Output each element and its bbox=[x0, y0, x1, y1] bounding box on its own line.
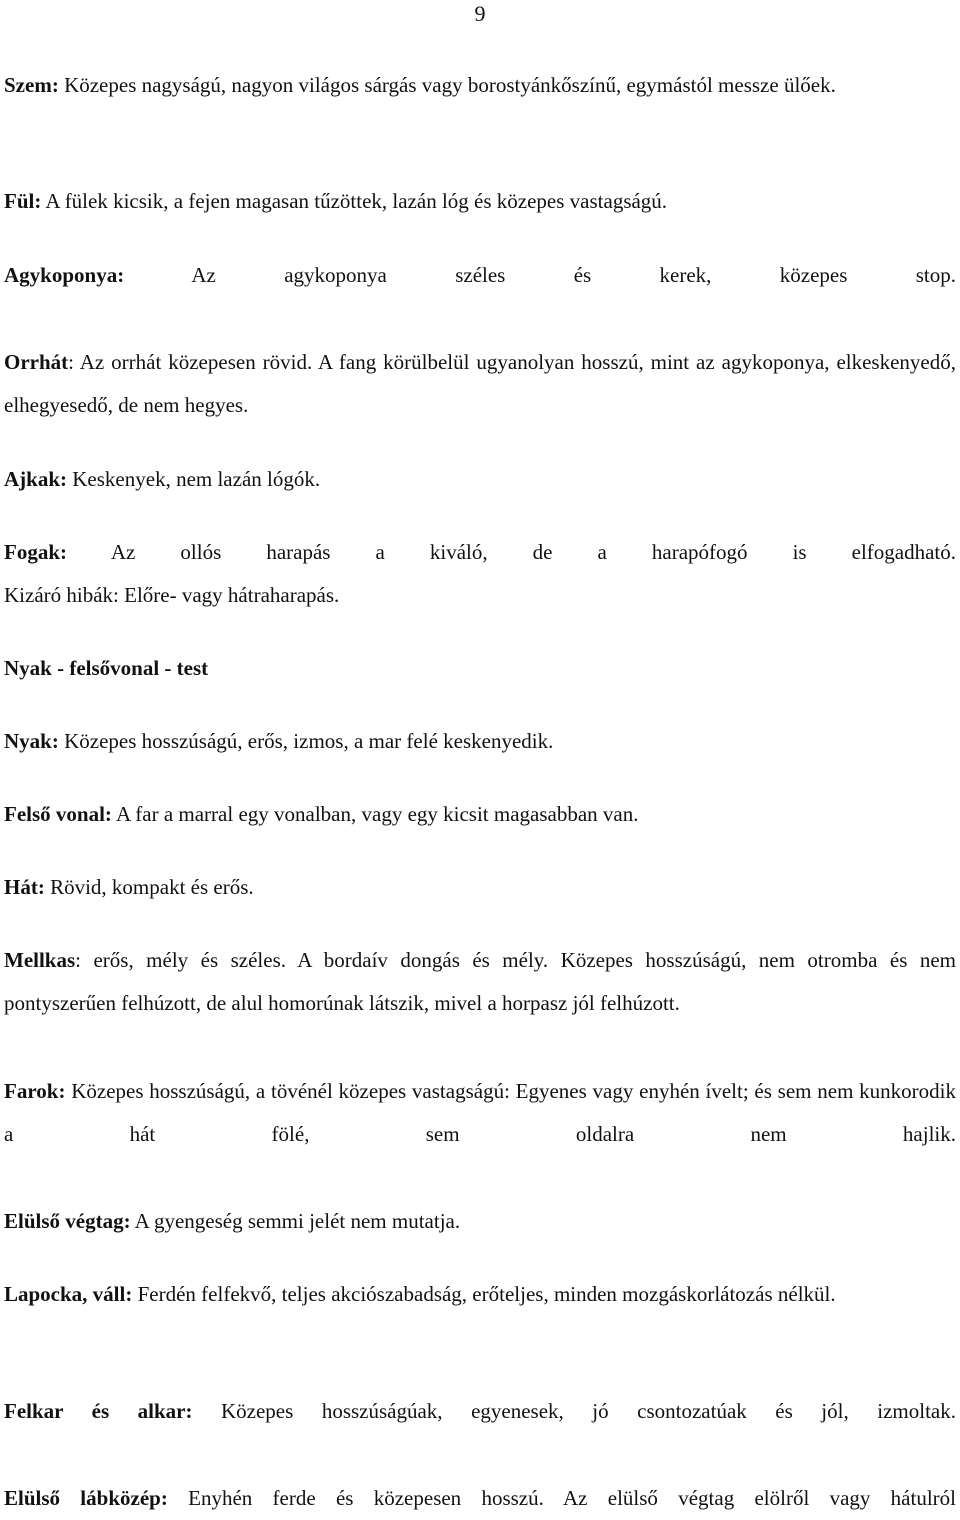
label-nyak: Nyak: bbox=[4, 729, 59, 753]
text-lapocka-vall: Ferdén felfekvő, teljes akciószabadság, erőteljes, minden mozgáskorlátozás nélkül. bbox=[132, 1282, 836, 1306]
paragraph-felso-vonal bbox=[4, 793, 956, 836]
text-nyak: Közepes hosszúságú, erős, izmos, a mar felé keskenyedik. bbox=[58, 729, 554, 753]
paragraph-hat bbox=[4, 866, 956, 909]
text-ful: A fülek kicsik, a fejen magasan tűzöttek, lazán lóg és közepes vastagságú. bbox=[41, 189, 668, 213]
section-heading: Nyak - felsővonal - test bbox=[4, 656, 209, 680]
paragraph-farok bbox=[4, 1070, 956, 1156]
text-agykoponya: Az agykoponya széles és kerek, közepes stop. bbox=[124, 263, 956, 287]
paragraph-lapocka-vall bbox=[4, 1273, 956, 1316]
text-fogak: Az ollós harapás a kiváló, de a harapófogó is elfogadható. bbox=[67, 540, 956, 564]
label-elulso-vegtag: Elülső végtag: bbox=[4, 1209, 131, 1233]
label-ajkak: Ajkak: bbox=[4, 467, 68, 491]
text-felso-vonal: A far a marral egy vonalban, vagy egy kicsit magasabban van. bbox=[111, 802, 639, 826]
text-mellkas: : erős, mély és széles. A bordaív dongás és mély. Közepes hosszúságú, nem otromba és nem pontyszerűen felhúzott, de alul homorúnak látszik, mivel a horpasz jól felhúzott. bbox=[4, 948, 956, 1015]
label-mellkas: Mellkas bbox=[4, 948, 76, 972]
paragraph-felkar-alkar bbox=[4, 1390, 956, 1433]
label-szem: Szem: bbox=[4, 73, 59, 97]
text-hat: Rövid, kompakt és erős. bbox=[44, 875, 254, 899]
paragraph-orrhat bbox=[4, 341, 956, 427]
label-elulso-labkozep: Elülső lábközép: bbox=[4, 1486, 168, 1510]
paragraph-ful bbox=[4, 180, 956, 223]
label-agykoponya: Agykoponya: bbox=[4, 263, 125, 287]
page-number: 9 bbox=[474, 1, 486, 26]
paragraph-mellkas bbox=[4, 939, 956, 1025]
label-hat: Hát: bbox=[4, 875, 45, 899]
label-orrhat: Orrhát bbox=[4, 350, 69, 374]
label-lapocka-vall: Lapocka, váll: bbox=[4, 1282, 133, 1306]
label-felkar-alkar: Felkar és alkar: bbox=[4, 1399, 193, 1423]
label-fogak: Fogak: bbox=[4, 540, 67, 564]
text-elulso-vegtag: A gyengeség semmi jelét nem mutatja. bbox=[130, 1209, 461, 1233]
text-kizaro-hibak: Kizáró hibák: Előre- vagy hátraharapás. bbox=[4, 583, 340, 607]
paragraph-nyak bbox=[4, 720, 956, 763]
paragraph-szem bbox=[4, 64, 956, 107]
text-szem: Közepes nagyságú, nagyon világos sárgás vagy borostyánkőszínű, egymástól messze ülőek. bbox=[58, 73, 836, 97]
text-elulso-labkozep: Enyhén ferde és közepesen hosszú. Az elülső végtag elölről vagy hátulról bbox=[167, 1486, 956, 1510]
text-orrhat: : Az orrhát közepesen rövid. A fang körülbelül ugyanolyan hosszú, mint az agykoponya, elkeskenyedő, elhegyesedő, de nem hegyes. bbox=[4, 350, 956, 417]
paragraph-fogak-line2 bbox=[4, 574, 956, 617]
label-ful: Fül: bbox=[4, 189, 42, 213]
paragraph-agykoponya bbox=[4, 254, 956, 297]
label-felso-vonal: Felső vonal: bbox=[4, 802, 112, 826]
text-ajkak: Keskenyek, nem lazán lógók. bbox=[67, 467, 321, 491]
text-felkar-alkar: Közepes hosszúságúak, egyenesek, jó csontozatúak és jól, izmoltak. bbox=[192, 1399, 956, 1423]
paragraph-elulso-vegtag bbox=[4, 1200, 956, 1243]
paragraph-ajkak bbox=[4, 458, 956, 501]
text-farok: Közepes hosszúságú, a tövénél közepes vastagságú: Egyenes vagy enyhén ívelt; és sem nem kunkorodik a hát fölé, sem oldalra nem hajlik. bbox=[4, 1079, 956, 1146]
paragraph-elulso-labkozep bbox=[4, 1477, 956, 1520]
label-farok: Farok: bbox=[4, 1079, 66, 1103]
paragraph-fogak bbox=[4, 531, 956, 574]
